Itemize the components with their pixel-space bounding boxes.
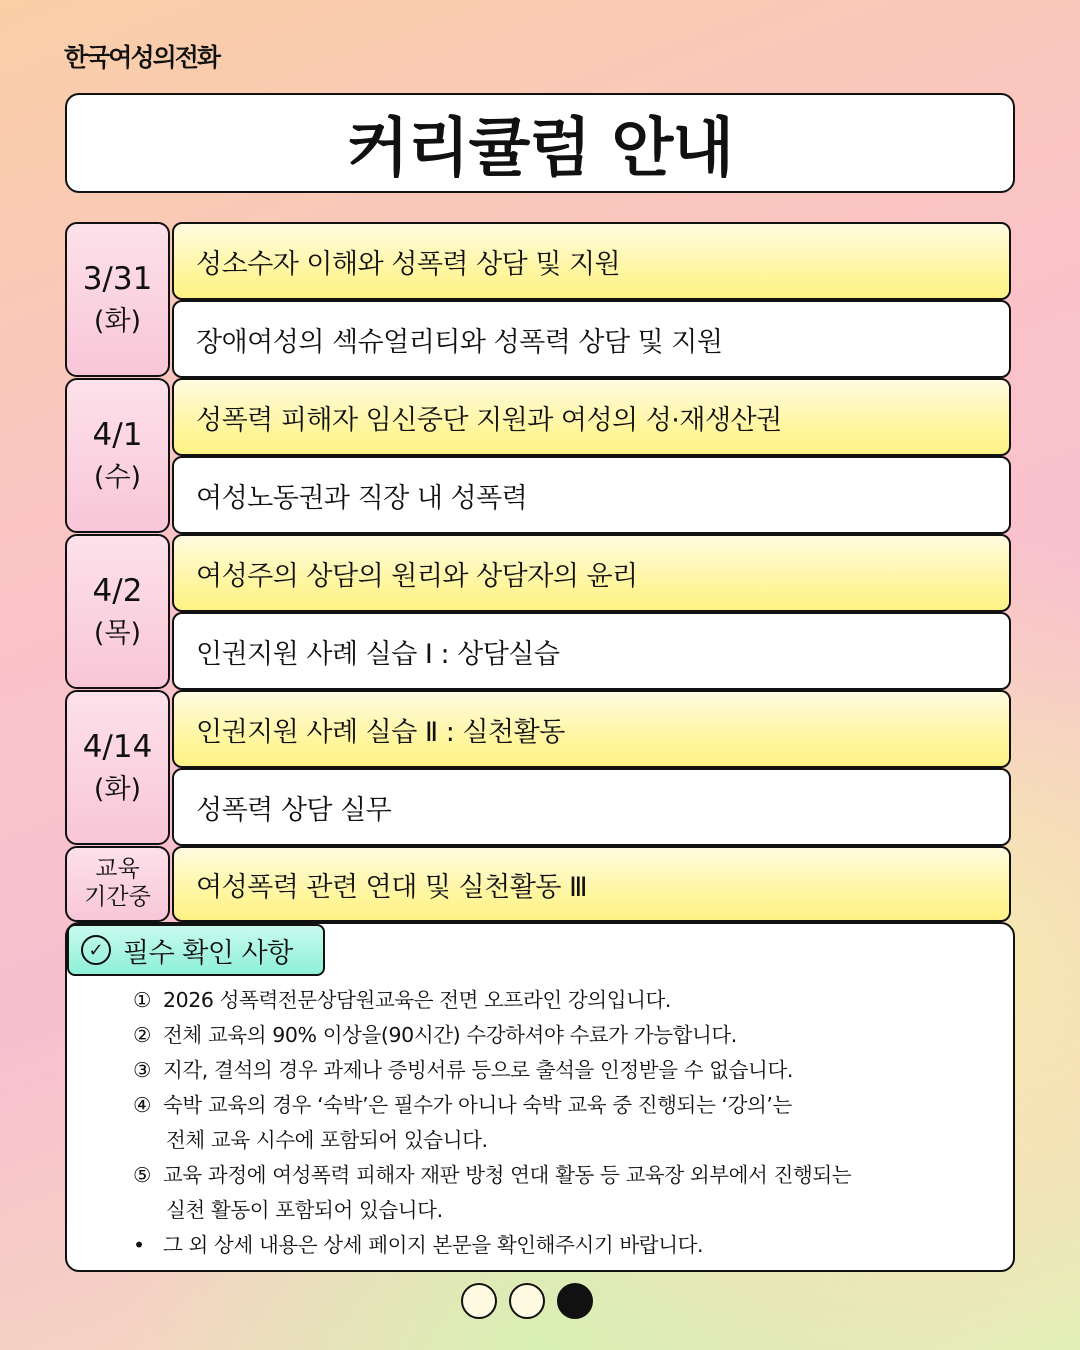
- title-box: [65, 93, 1015, 193]
- session-row: [172, 768, 1011, 846]
- session-row: [172, 690, 1011, 768]
- date-cell-3: [65, 534, 170, 689]
- pagination: [461, 1283, 593, 1319]
- item-text: 교육 과정에 여성폭력 피해자 재판 방청 연대 활동 등 교육장 외부에서 진행되는: [163, 1163, 852, 1187]
- notice-item: [133, 1053, 1003, 1088]
- item-text: 지각, 결석의 경우 과제나 증빙서류 등으로 출석을 인정받을 수 없습니다.: [163, 1058, 793, 1082]
- date-label: 4/1: [92, 417, 143, 454]
- session-title: 인권지원 사례 실습 Ⅱ : 실천활동: [196, 716, 565, 748]
- session-title: 성폭력 상담 실무: [196, 794, 392, 826]
- item-text-continued: 전체 교육 시수에 포함되어 있습니다.: [166, 1128, 488, 1152]
- date-cell-2: [65, 378, 170, 533]
- item-marker: ④: [133, 1093, 151, 1117]
- session-title: 성폭력 피해자 임신중단 지원과 여성의 성·재생산권: [196, 404, 782, 436]
- session-row: [172, 846, 1011, 922]
- item-text: 숙박 교육의 경우 ‘숙박’은 필수가 아니나 숙박 교육 중 진행되는 ‘강의’는: [163, 1093, 792, 1117]
- notice-item: [133, 983, 1003, 1018]
- notice-item: [133, 1088, 1003, 1158]
- session-row: [172, 456, 1011, 534]
- session-title: 여성노동권과 직장 내 성폭력: [196, 482, 528, 514]
- notice-item: [133, 1158, 1003, 1228]
- item-marker: •: [133, 1233, 145, 1257]
- session-row: [172, 378, 1011, 456]
- notice-item: [133, 1018, 1003, 1053]
- weekday-label: (화): [93, 306, 142, 338]
- session-row: [172, 300, 1011, 378]
- date-cell-5: [65, 846, 170, 922]
- weekday-label: (목): [93, 618, 142, 650]
- item-marker: ③: [133, 1058, 151, 1082]
- period-label-line1: 교육: [95, 856, 140, 883]
- session-row: [172, 222, 1011, 300]
- item-text-continued: 실천 활동이 포함되어 있습니다.: [166, 1198, 443, 1222]
- session-row: [172, 612, 1011, 690]
- page-dot-3[interactable]: [557, 1283, 593, 1319]
- session-row: [172, 534, 1011, 612]
- page-dot-1[interactable]: [461, 1283, 497, 1319]
- page-title: 커리큘럼 안내: [346, 112, 734, 186]
- session-title: 여성주의 상담의 원리와 상담자의 윤리: [196, 560, 638, 592]
- notice-item: [133, 1228, 1003, 1263]
- date-label: 3/31: [82, 261, 153, 298]
- session-title: 여성폭력 관련 연대 및 실천활동 Ⅲ: [196, 871, 588, 903]
- weekday-label: (수): [93, 462, 142, 494]
- item-marker: ⑤: [133, 1163, 151, 1187]
- item-marker: ①: [133, 988, 151, 1012]
- date-label: 4/14: [82, 729, 153, 766]
- check-circle-icon: ✓: [81, 935, 111, 965]
- item-text: 2026 성폭력전문상담원교육은 전면 오프라인 강의입니다.: [163, 988, 672, 1012]
- notice-list: [133, 983, 1003, 1263]
- weekday-label: (화): [93, 774, 142, 806]
- item-text: 전체 교육의 90% 이상을(90시간) 수강하셔야 수료가 가능합니다.: [163, 1023, 737, 1047]
- date-cell-1: [65, 222, 170, 377]
- session-title: 성소수자 이해와 성폭력 상담 및 지원: [196, 248, 621, 280]
- item-marker: ②: [133, 1023, 151, 1047]
- notice-tab: [67, 924, 325, 976]
- date-cell-4: [65, 690, 170, 845]
- date-label: 4/2: [92, 573, 143, 610]
- item-text: 그 외 상세 내용은 상세 페이지 본문을 확인해주시기 바랍니다.: [163, 1233, 704, 1257]
- page-dot-2[interactable]: [509, 1283, 545, 1319]
- period-label-line2: 기간중: [84, 884, 151, 910]
- notice-title: 필수 확인 사항: [123, 937, 293, 969]
- brand-logo: 한국여성의전화: [64, 43, 220, 72]
- session-title: 인권지원 사례 실습 Ⅰ : 상담실습: [196, 638, 560, 670]
- session-title: 장애여성의 섹슈얼리티와 성폭력 상담 및 지원: [196, 326, 723, 358]
